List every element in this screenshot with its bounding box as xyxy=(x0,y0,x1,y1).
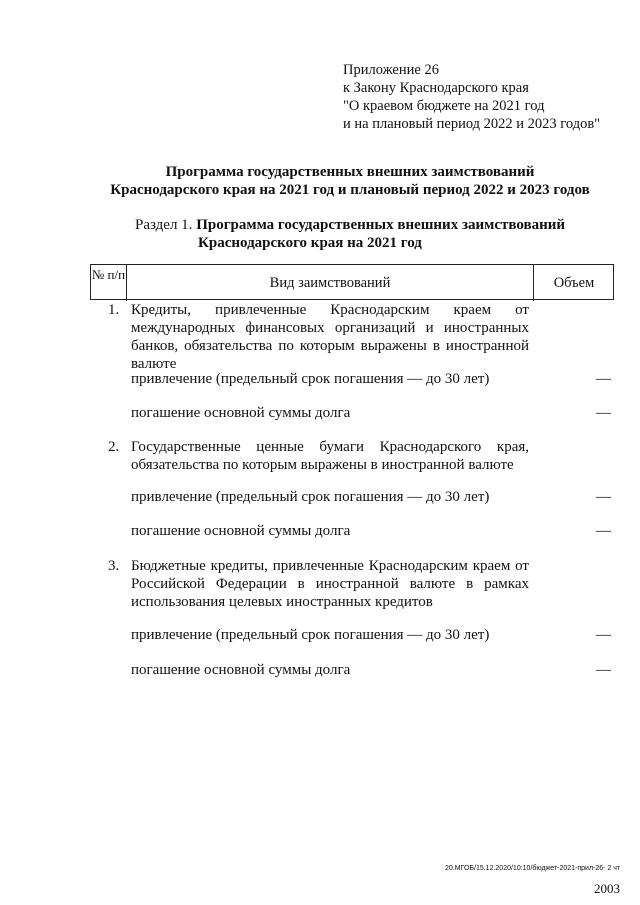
page-number: 2003 xyxy=(594,881,620,896)
row-item-value: — xyxy=(596,627,611,643)
title-line: Программа государственных внешних заимствований xyxy=(165,164,535,180)
header-number-label: № п/п xyxy=(91,267,126,282)
section-title-line: Программа государственных внешних заимствований xyxy=(196,217,566,233)
row-description: Бюджетные кредиты, привлеченные Краснодарским краем от Российской Федерации в иностранной валюте в рамках использования целевых иностранных кредитов xyxy=(131,558,529,610)
row-item-value: — xyxy=(596,523,611,539)
row-item-value: — xyxy=(596,662,611,678)
annex-line: Приложение 26 xyxy=(343,62,439,78)
table-header-divider xyxy=(90,299,614,300)
row-item-value: — xyxy=(596,371,611,387)
section-label: Раздел 1. xyxy=(135,217,193,233)
title-line: Краснодарского края на 2021 год и плановый период 2022 и 2023 годов xyxy=(110,182,590,198)
document-code: 20.МГОБ/15.12.2020/10:10/бюджет-2021-прил-26- 2 чт xyxy=(445,865,621,872)
annex-line: "О краевом бюджете на 2021 год xyxy=(343,98,545,114)
row-item-label: погашение основной суммы долга xyxy=(131,523,351,539)
row-item-value: — xyxy=(596,405,611,421)
row-description: Государственные ценные бумаги Краснодарского края, обязательства по которым выражены в иностранной валюте xyxy=(131,439,529,473)
table-header xyxy=(90,264,614,300)
row-item-label: погашение основной суммы долга xyxy=(131,662,351,678)
section-title-line: Краснодарского края на 2021 год xyxy=(198,235,422,251)
row-item-label: привлечение (предельный срок погашения — до 30 лет) xyxy=(131,489,490,505)
annex-line: к Закону Краснодарского края xyxy=(343,80,529,96)
row-description: Кредиты, привлеченные Краснодарским краем от международных финансовых организаций и иностранных банков, обязательства по которым выражены в иностранной валюте xyxy=(131,302,529,372)
header-volume-cell: Объем xyxy=(553,275,595,291)
row-item-label: погашение основной суммы долга xyxy=(131,405,351,421)
annex-reference xyxy=(343,61,600,133)
row-item-label: привлечение (предельный срок погашения — до 30 лет) xyxy=(131,371,490,387)
row-item-label: привлечение (предельный срок погашения — до 30 лет) xyxy=(131,627,490,643)
annex-line: и на плановый период 2022 и 2023 годов" xyxy=(343,116,601,132)
section-heading xyxy=(135,216,565,252)
row-number: 1. xyxy=(108,302,120,318)
header-kind-cell: Вид заимствований xyxy=(127,265,534,301)
document-title xyxy=(80,163,620,199)
row-item-value: — xyxy=(596,489,611,505)
row-number: 2. xyxy=(108,439,120,455)
row-number: 3. xyxy=(108,558,120,574)
header-number-cell xyxy=(91,265,127,301)
